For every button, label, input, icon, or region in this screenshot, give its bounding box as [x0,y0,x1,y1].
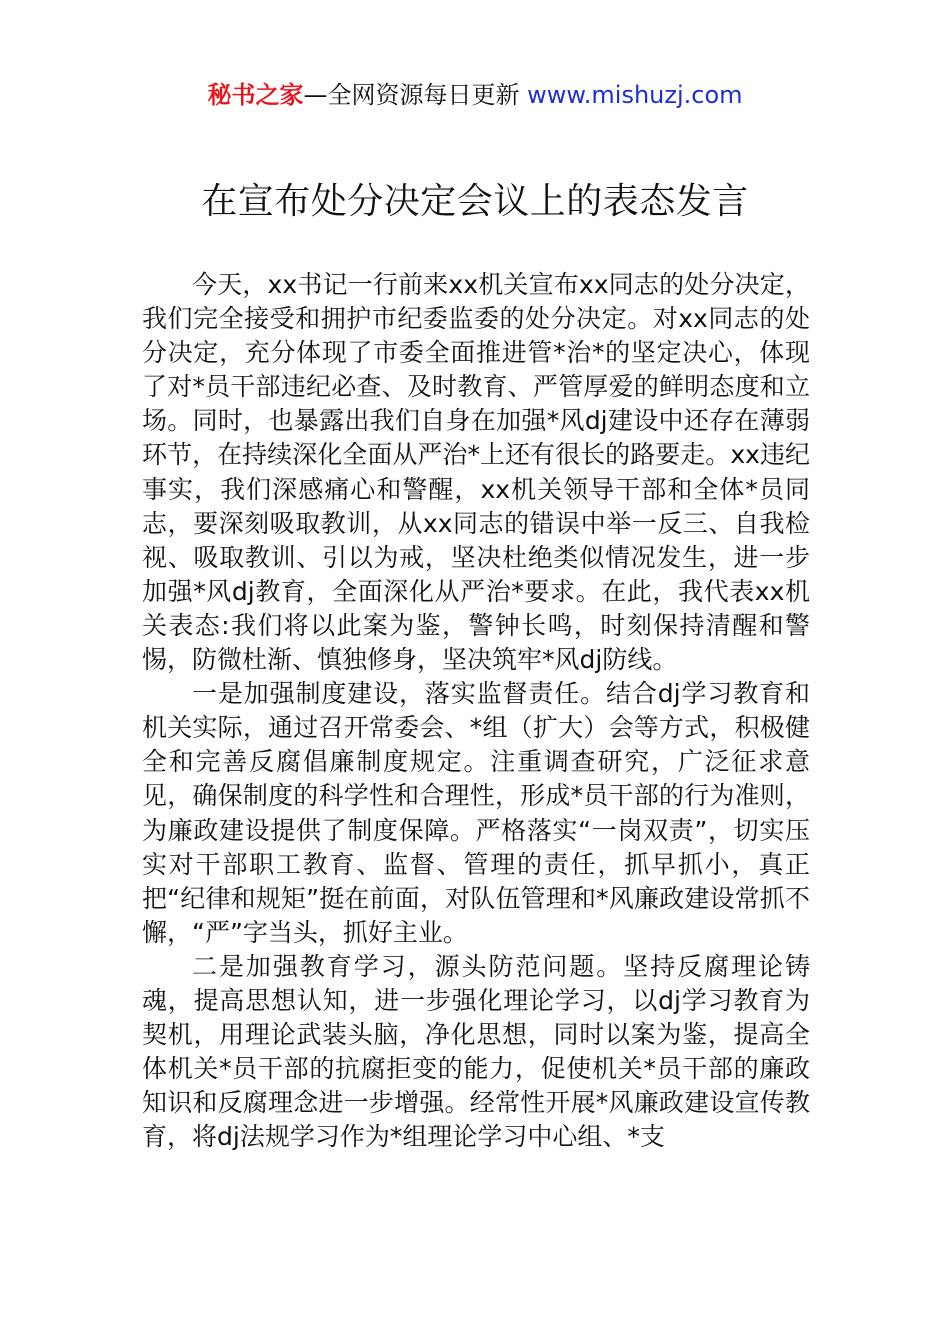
site-brand: 秘书之家 [207,81,304,109]
document-title: 在宣布处分决定会议上的表态发言 [201,181,749,222]
site-slogan: —全网资源每日更新 [303,81,528,109]
paragraph-point-one: 一是加强制度建设，落实监督责任。结合dj学习教育和机关实际，通过召开常委会、*组（扩大）会等方式，积极健全和完善反腐倡廉制度规定。注重调查研究，广泛征求意见，确保制度的科学性和合理性，形成*员干部的行为准则，为廉政建设提供了制度保障。严格落实“一岗双责”，切实压实对干部职工教育、监督、管理的责任，抓早抓小，真正把“纪律和规矩”挺在前面，对队伍管理和*风廉政建设常抓不懈，“严”字当头，抓好主业。 [142,679,810,947]
document-body [142,268,810,1154]
paragraph-point-two: 二是加强教育学习，源头防范问题。坚持反腐理论铸魂，提高思想认知，进一步强化理论学习，以dj学习教育为契机，用理论武装头脑，净化思想，同时以案为鉴，提高全体机关*员干部的抗腐拒变的能力，促使机关*员干部的廉政知识和反腐理念进一步增强。经常性开展*风廉政建设宣传教育，将dj法规学习作为*组理论学习中心组、*支 [142,951,810,1152]
site-url-link[interactable]: www.mishuzj.com [527,81,743,109]
paragraph-intro: 今天，xx书记一行前来xx机关宣布xx同志的处分决定，我们完全接受和拥护市纪委监委的处分决定。对xx同志的处分决定，充分体现了市委全面推进管*治*的坚定决心，体现了对*员干部违纪必查、及时教育、严管厚爱的鲜明态度和立场。同时，也暴露出我们自身在加强*风dj建设中还存在薄弱环节，在持续深化全面从严治*上还有很长的路要走。xx违纪事实，我们深感痛心和警醒，xx机关领导干部和全体*员同志，要深刻吸取教训，从xx同志的错误中举一反三、自我检视、吸取教训、引以为戒，坚决杜绝类似情况发生，进一步加强*风dj教育，全面深化从严治*要求。在此，我代表xx机关表态:我们将以此案为鉴，警钟长鸣，时刻保持清醒和警惕，防微杜渐、慎独修身，坚决筑牢*风dj防线。 [142,270,810,675]
site-header [0,78,950,112]
